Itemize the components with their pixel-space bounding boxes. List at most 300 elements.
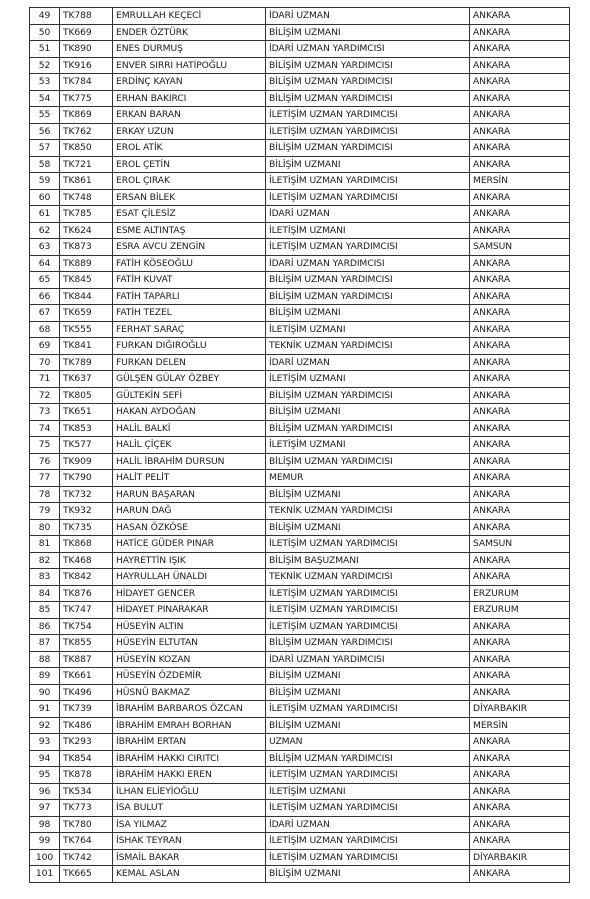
cell-registry-code: TK669 [60, 24, 113, 41]
cell-registry-code: TK853 [60, 420, 113, 437]
cell-row-number: 57 [30, 140, 60, 157]
cell-city: ANKARA [470, 140, 570, 157]
cell-full-name: HALİT PELİT [113, 470, 266, 487]
cell-registry-code: TK773 [60, 800, 113, 817]
cell-registry-code: TK876 [60, 585, 113, 602]
cell-position-title: TEKNİK UZMAN YARDIMCISI [266, 338, 470, 355]
cell-row-number: 63 [30, 239, 60, 256]
cell-position-title: BİLİŞİM UZMAN YARDIMCISI [266, 750, 470, 767]
cell-full-name: İBRAHİM EMRAH BORHAN [113, 717, 266, 734]
cell-position-title: BİLİŞİM UZMAN YARDIMCISI [266, 420, 470, 437]
cell-full-name: GÜLTEKİN SEFİ [113, 387, 266, 404]
cell-position-title: BİLİŞİM UZMAN YARDIMCISI [266, 74, 470, 91]
cell-registry-code: TK780 [60, 816, 113, 833]
table-row [30, 833, 570, 850]
cell-row-number: 86 [30, 618, 60, 635]
cell-registry-code: TK577 [60, 437, 113, 454]
cell-city: ANKARA [470, 255, 570, 272]
cell-full-name: EROL ÇETİN [113, 156, 266, 173]
cell-row-number: 61 [30, 206, 60, 223]
cell-city: DİYARBAKIR [470, 849, 570, 866]
cell-row-number: 95 [30, 767, 60, 784]
cell-position-title: BİLİŞİM UZMANI [266, 486, 470, 503]
cell-city: SAMSUN [470, 536, 570, 553]
cell-full-name: ENDER ÖZTÜRK [113, 24, 266, 41]
cell-full-name: EROL ÇIRAK [113, 173, 266, 190]
cell-position-title: BİLİŞİM UZMAN YARDIMCISI [266, 90, 470, 107]
table-row [30, 816, 570, 833]
cell-full-name: HARUN BAŞARAN [113, 486, 266, 503]
cell-full-name: ESAT ÇİLESİZ [113, 206, 266, 223]
cell-city: ANKARA [470, 156, 570, 173]
cell-row-number: 56 [30, 123, 60, 140]
cell-row-number: 64 [30, 255, 60, 272]
table-row [30, 123, 570, 140]
table-row [30, 585, 570, 602]
cell-city: ANKARA [470, 453, 570, 470]
cell-row-number: 88 [30, 651, 60, 668]
table-row [30, 321, 570, 338]
cell-position-title: İDARİ UZMAN [266, 354, 470, 371]
table-row [30, 519, 570, 536]
table-row [30, 536, 570, 553]
cell-row-number: 75 [30, 437, 60, 454]
cell-registry-code: TK842 [60, 569, 113, 586]
cell-row-number: 49 [30, 8, 60, 25]
cell-full-name: HAYRULLAH ÜNALDI [113, 569, 266, 586]
cell-full-name: İBRAHİM HAKKI CIRITCI [113, 750, 266, 767]
cell-row-number: 62 [30, 222, 60, 239]
cell-row-number: 55 [30, 107, 60, 124]
cell-full-name: HARUN DAĞ [113, 503, 266, 520]
cell-registry-code: TK775 [60, 90, 113, 107]
cell-position-title: İDARİ UZMAN [266, 816, 470, 833]
table-row [30, 255, 570, 272]
cell-full-name: HALİL ÇİÇEK [113, 437, 266, 454]
cell-registry-code: TK873 [60, 239, 113, 256]
table-row [30, 90, 570, 107]
cell-row-number: 100 [30, 849, 60, 866]
cell-registry-code: TK468 [60, 552, 113, 569]
cell-registry-code: TK887 [60, 651, 113, 668]
cell-row-number: 77 [30, 470, 60, 487]
table-row [30, 107, 570, 124]
cell-full-name: HAYRETTİN IŞIK [113, 552, 266, 569]
cell-registry-code: TK762 [60, 123, 113, 140]
cell-city: ANKARA [470, 866, 570, 883]
cell-row-number: 74 [30, 420, 60, 437]
cell-row-number: 92 [30, 717, 60, 734]
table-row [30, 437, 570, 454]
cell-full-name: İBRAHİM BARBAROS ÖZCAN [113, 701, 266, 718]
cell-city: SAMSUN [470, 239, 570, 256]
cell-row-number: 97 [30, 800, 60, 817]
cell-full-name: ENES DURMUŞ [113, 41, 266, 58]
cell-position-title: BİLİŞİM BAŞUZMANI [266, 552, 470, 569]
cell-full-name: HİDAYET PINARAKAR [113, 602, 266, 619]
cell-full-name: ESRA AVCU ZENGİN [113, 239, 266, 256]
cell-row-number: 53 [30, 74, 60, 91]
table-row [30, 371, 570, 388]
cell-position-title: BİLİŞİM UZMAN YARDIMCISI [266, 453, 470, 470]
cell-full-name: HİDAYET GENCER [113, 585, 266, 602]
cell-position-title: İLETİŞİM UZMANI [266, 371, 470, 388]
cell-registry-code: TK293 [60, 734, 113, 751]
cell-row-number: 80 [30, 519, 60, 536]
table-row [30, 173, 570, 190]
cell-full-name: ESME ALTINTAŞ [113, 222, 266, 239]
cell-registry-code: TK909 [60, 453, 113, 470]
table-row [30, 338, 570, 355]
table-row [30, 602, 570, 619]
cell-city: ERZURUM [470, 585, 570, 602]
table-row [30, 354, 570, 371]
cell-registry-code: TK844 [60, 288, 113, 305]
cell-registry-code: TK788 [60, 8, 113, 25]
cell-registry-code: TK790 [60, 470, 113, 487]
cell-city: ERZURUM [470, 602, 570, 619]
cell-row-number: 60 [30, 189, 60, 206]
table-row [30, 668, 570, 685]
cell-row-number: 93 [30, 734, 60, 751]
table-row [30, 156, 570, 173]
cell-full-name: FATİH KUVAT [113, 272, 266, 289]
table-row [30, 24, 570, 41]
cell-full-name: HALİL BALKİ [113, 420, 266, 437]
cell-registry-code: TK721 [60, 156, 113, 173]
cell-city: ANKARA [470, 618, 570, 635]
cell-row-number: 50 [30, 24, 60, 41]
table-row [30, 272, 570, 289]
table-row [30, 503, 570, 520]
cell-city: ANKARA [470, 519, 570, 536]
cell-city: ANKARA [470, 668, 570, 685]
cell-full-name: İSA BULUT [113, 800, 266, 817]
cell-position-title: İLETİŞİM UZMANI [266, 783, 470, 800]
cell-city: ANKARA [470, 684, 570, 701]
cell-city: DİYARBAKIR [470, 701, 570, 718]
cell-full-name: HÜSEYİN ÖZDEMİR [113, 668, 266, 685]
table-row [30, 734, 570, 751]
cell-row-number: 90 [30, 684, 60, 701]
cell-registry-code: TK747 [60, 602, 113, 619]
cell-row-number: 69 [30, 338, 60, 355]
cell-row-number: 89 [30, 668, 60, 685]
table-row [30, 635, 570, 652]
cell-position-title: TEKNİK UZMAN YARDIMCISI [266, 569, 470, 586]
cell-registry-code: TK651 [60, 404, 113, 421]
cell-row-number: 73 [30, 404, 60, 421]
cell-position-title: BİLİŞİM UZMAN YARDIMCISI [266, 272, 470, 289]
cell-row-number: 94 [30, 750, 60, 767]
cell-position-title: İLETİŞİM UZMAN YARDIMCISI [266, 107, 470, 124]
cell-city: ANKARA [470, 57, 570, 74]
cell-row-number: 72 [30, 387, 60, 404]
cell-registry-code: TK868 [60, 536, 113, 553]
cell-row-number: 87 [30, 635, 60, 652]
cell-position-title: BİLİŞİM UZMAN YARDIMCISI [266, 288, 470, 305]
cell-position-title: BİLİŞİM UZMANI [266, 24, 470, 41]
cell-registry-code: TK739 [60, 701, 113, 718]
cell-full-name: İSHAK TEYRAN [113, 833, 266, 850]
cell-full-name: İBRAHİM HAKKI EREN [113, 767, 266, 784]
cell-registry-code: TK624 [60, 222, 113, 239]
personnel-table-body [30, 8, 570, 883]
cell-position-title: İLETİŞİM UZMAN YARDIMCISI [266, 800, 470, 817]
cell-position-title: İLETİŞİM UZMAN YARDIMCISI [266, 618, 470, 635]
cell-city: ANKARA [470, 783, 570, 800]
cell-position-title: MEMUR [266, 470, 470, 487]
cell-registry-code: TK850 [60, 140, 113, 157]
cell-registry-code: TK805 [60, 387, 113, 404]
table-row [30, 288, 570, 305]
table-row [30, 420, 570, 437]
cell-registry-code: TK735 [60, 519, 113, 536]
cell-full-name: HÜSEYİN ELTUTAN [113, 635, 266, 652]
cell-row-number: 54 [30, 90, 60, 107]
cell-position-title: BİLİŞİM UZMANI [266, 404, 470, 421]
cell-row-number: 79 [30, 503, 60, 520]
cell-city: ANKARA [470, 90, 570, 107]
cell-city: ANKARA [470, 41, 570, 58]
cell-city: ANKARA [470, 371, 570, 388]
cell-city: ANKARA [470, 387, 570, 404]
cell-city: ANKARA [470, 338, 570, 355]
cell-full-name: İSMAİL BAKAR [113, 849, 266, 866]
table-row [30, 651, 570, 668]
table-row [30, 41, 570, 58]
cell-row-number: 91 [30, 701, 60, 718]
table-row [30, 849, 570, 866]
cell-full-name: HATİCE GÜDER PINAR [113, 536, 266, 553]
cell-position-title: BİLİŞİM UZMANI [266, 717, 470, 734]
cell-row-number: 68 [30, 321, 60, 338]
cell-city: ANKARA [470, 569, 570, 586]
cell-row-number: 85 [30, 602, 60, 619]
table-row [30, 701, 570, 718]
cell-city: ANKARA [470, 305, 570, 322]
cell-full-name: KEMAL ASLAN [113, 866, 266, 883]
cell-position-title: BİLİŞİM UZMAN YARDIMCISI [266, 387, 470, 404]
cell-city: ANKARA [470, 552, 570, 569]
cell-registry-code: TK555 [60, 321, 113, 338]
cell-registry-code: TK748 [60, 189, 113, 206]
table-row [30, 404, 570, 421]
cell-registry-code: TK754 [60, 618, 113, 635]
cell-city: ANKARA [470, 321, 570, 338]
cell-registry-code: TK496 [60, 684, 113, 701]
cell-city: ANKARA [470, 635, 570, 652]
cell-city: ANKARA [470, 420, 570, 437]
cell-full-name: HASAN ÖZKÖSE [113, 519, 266, 536]
table-row [30, 569, 570, 586]
table-row [30, 717, 570, 734]
cell-full-name: ERDİNÇ KAYAN [113, 74, 266, 91]
table-row [30, 206, 570, 223]
cell-registry-code: TK534 [60, 783, 113, 800]
cell-city: MERSİN [470, 173, 570, 190]
cell-city: ANKARA [470, 470, 570, 487]
cell-full-name: İLHAN ELİEYİOĞLU [113, 783, 266, 800]
cell-city: ANKARA [470, 816, 570, 833]
cell-registry-code: TK732 [60, 486, 113, 503]
cell-row-number: 82 [30, 552, 60, 569]
cell-position-title: BİLİŞİM UZMANI [266, 866, 470, 883]
cell-row-number: 65 [30, 272, 60, 289]
table-row [30, 750, 570, 767]
cell-registry-code: TK661 [60, 668, 113, 685]
table-row [30, 470, 570, 487]
cell-position-title: İLETİŞİM UZMANI [266, 321, 470, 338]
cell-full-name: ERKAY UZUN [113, 123, 266, 140]
cell-full-name: HAKAN AYDOĞAN [113, 404, 266, 421]
cell-row-number: 70 [30, 354, 60, 371]
cell-position-title: İDARİ UZMAN YARDIMCISI [266, 651, 470, 668]
cell-registry-code: TK845 [60, 272, 113, 289]
cell-city: MERSİN [470, 717, 570, 734]
cell-city: ANKARA [470, 734, 570, 751]
cell-full-name: İSA YILMAZ [113, 816, 266, 833]
cell-city: ANKARA [470, 486, 570, 503]
cell-registry-code: TK785 [60, 206, 113, 223]
cell-registry-code: TK665 [60, 866, 113, 883]
cell-full-name: EROL ATİK [113, 140, 266, 157]
cell-row-number: 101 [30, 866, 60, 883]
cell-city: ANKARA [470, 767, 570, 784]
cell-city: ANKARA [470, 189, 570, 206]
cell-full-name: ERHAN BAKIRCI [113, 90, 266, 107]
table-row [30, 57, 570, 74]
cell-position-title: UZMAN [266, 734, 470, 751]
cell-position-title: İDARİ UZMAN YARDIMCISI [266, 41, 470, 58]
cell-row-number: 98 [30, 816, 60, 833]
table-row [30, 74, 570, 91]
cell-full-name: FURKAN DIĞIROĞLU [113, 338, 266, 355]
cell-full-name: HÜSEYİN KOZAN [113, 651, 266, 668]
cell-city: ANKARA [470, 437, 570, 454]
cell-registry-code: TK932 [60, 503, 113, 520]
table-row [30, 684, 570, 701]
cell-city: ANKARA [470, 800, 570, 817]
cell-city: ANKARA [470, 123, 570, 140]
cell-row-number: 99 [30, 833, 60, 850]
cell-full-name: ERSAN BİLEK [113, 189, 266, 206]
personnel-table [29, 7, 570, 883]
cell-registry-code: TK789 [60, 354, 113, 371]
table-row [30, 305, 570, 322]
cell-city: ANKARA [470, 107, 570, 124]
table-row [30, 387, 570, 404]
cell-registry-code: TK637 [60, 371, 113, 388]
cell-row-number: 66 [30, 288, 60, 305]
cell-position-title: İLETİŞİM UZMANI [266, 437, 470, 454]
cell-full-name: GÜLŞEN GÜLAY ÖZBEY [113, 371, 266, 388]
cell-row-number: 59 [30, 173, 60, 190]
cell-position-title: BİLİŞİM UZMANI [266, 156, 470, 173]
cell-full-name: HÜSNÜ BAKMAZ [113, 684, 266, 701]
cell-position-title: BİLİŞİM UZMANI [266, 668, 470, 685]
cell-position-title: BİLİŞİM UZMAN YARDIMCISI [266, 140, 470, 157]
cell-full-name: FERHAT SARAÇ [113, 321, 266, 338]
cell-position-title: BİLİŞİM UZMANI [266, 684, 470, 701]
cell-registry-code: TK659 [60, 305, 113, 322]
table-row [30, 800, 570, 817]
cell-position-title: TEKNİK UZMAN YARDIMCISI [266, 503, 470, 520]
cell-position-title: İLETİŞİM UZMAN YARDIMCISI [266, 239, 470, 256]
cell-registry-code: TK889 [60, 255, 113, 272]
cell-city: ANKARA [470, 651, 570, 668]
cell-registry-code: TK855 [60, 635, 113, 652]
table-row [30, 222, 570, 239]
table-row [30, 239, 570, 256]
table-row [30, 140, 570, 157]
cell-full-name: FATİH TEZEL [113, 305, 266, 322]
cell-full-name: FURKAN DELEN [113, 354, 266, 371]
cell-city: ANKARA [470, 206, 570, 223]
cell-registry-code: TK916 [60, 57, 113, 74]
cell-position-title: İLETİŞİM UZMAN YARDIMCISI [266, 701, 470, 718]
cell-row-number: 58 [30, 156, 60, 173]
cell-registry-code: TK854 [60, 750, 113, 767]
cell-position-title: İLETİŞİM UZMAN YARDIMCISI [266, 833, 470, 850]
table-row [30, 552, 570, 569]
cell-position-title: İLETİŞİM UZMANI [266, 222, 470, 239]
cell-full-name: HÜSEYİN ALTIN [113, 618, 266, 635]
cell-registry-code: TK764 [60, 833, 113, 850]
cell-row-number: 96 [30, 783, 60, 800]
cell-position-title: İLETİŞİM UZMAN YARDIMCISI [266, 189, 470, 206]
cell-full-name: ERKAN BARAN [113, 107, 266, 124]
cell-full-name: ENVER SIRRI HATİPOĞLU [113, 57, 266, 74]
cell-registry-code: TK869 [60, 107, 113, 124]
cell-city: ANKARA [470, 404, 570, 421]
cell-row-number: 83 [30, 569, 60, 586]
cell-row-number: 52 [30, 57, 60, 74]
cell-position-title: İDARİ UZMAN [266, 206, 470, 223]
cell-position-title: BİLİŞİM UZMAN YARDIMCISI [266, 635, 470, 652]
cell-position-title: BİLİŞİM UZMANI [266, 305, 470, 322]
cell-row-number: 71 [30, 371, 60, 388]
cell-row-number: 76 [30, 453, 60, 470]
cell-row-number: 84 [30, 585, 60, 602]
cell-city: ANKARA [470, 74, 570, 91]
table-row [30, 866, 570, 883]
table-row [30, 8, 570, 25]
cell-city: ANKARA [470, 503, 570, 520]
table-row [30, 618, 570, 635]
cell-registry-code: TK878 [60, 767, 113, 784]
cell-row-number: 67 [30, 305, 60, 322]
cell-full-name: EMRULLAH KEÇECİ [113, 8, 266, 25]
cell-city: ANKARA [470, 222, 570, 239]
cell-position-title: İLETİŞİM UZMAN YARDIMCISI [266, 585, 470, 602]
cell-position-title: İLETİŞİM UZMAN YARDIMCISI [266, 767, 470, 784]
cell-registry-code: TK742 [60, 849, 113, 866]
cell-registry-code: TK841 [60, 338, 113, 355]
cell-full-name: FATİH KÖSEOĞLU [113, 255, 266, 272]
table-row [30, 767, 570, 784]
cell-position-title: İDARİ UZMAN YARDIMCISI [266, 255, 470, 272]
cell-city: ANKARA [470, 354, 570, 371]
cell-position-title: BİLİŞİM UZMAN YARDIMCISI [266, 57, 470, 74]
cell-row-number: 51 [30, 41, 60, 58]
cell-position-title: İLETİŞİM UZMAN YARDIMCISI [266, 536, 470, 553]
cell-position-title: İDARİ UZMAN [266, 8, 470, 25]
table-row [30, 783, 570, 800]
cell-row-number: 78 [30, 486, 60, 503]
table-row [30, 486, 570, 503]
cell-full-name: FATİH TAPARLI [113, 288, 266, 305]
